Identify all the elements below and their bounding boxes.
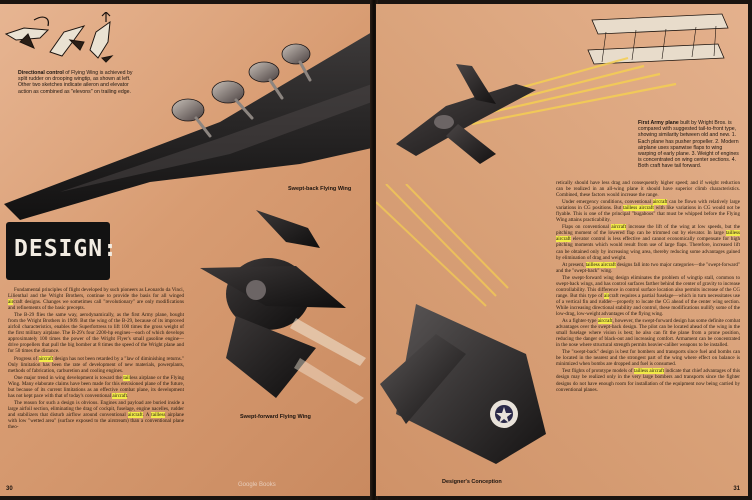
paragraph: Fundamental principles of flight developed by such pioneers as Leonardo da Vinci, Lilienthal and the Wright Brothers, continue to provide the basis for all winged aircraft designs. Changes we sometimes call "revolutionary" are only modifications and refinements of the basic precepts. <box>8 287 184 312</box>
caption-body: of Flying Wing is achieved by split rudder on drooping wingtip, as shown at left. Other two sketches indicate aileron and elevator action as combined as "elevons" on trailing edge. <box>18 70 133 95</box>
swept-back-flying-wing-illustration <box>0 14 372 224</box>
right-article-body <box>556 180 740 394</box>
right-page <box>376 4 748 496</box>
swept-back-wing-label: Swept-back Flying Wing <box>288 186 352 192</box>
paragraph: Under emergency conditions, conventional aircraft can be flown with relatively large variations in CG positions. But tailless aircraft with like variations in CG would not be flyable. This is one of the principal "bugaboos" that must be whipped before the Flying Wing attains practicability. <box>556 199 740 224</box>
left-page <box>0 4 372 496</box>
designers-conception-illustration <box>376 184 554 474</box>
design-heading: DESIGN: <box>14 236 118 262</box>
highlighted-term: tailless aircraft <box>623 205 654 212</box>
highlighted-term: tailless aircraft <box>633 368 665 375</box>
swept-forward-wing-label: Swept-forward Flying Wing <box>240 414 311 420</box>
caption-title: First Army plane <box>638 120 679 126</box>
caption-body: built by Wright Bros. is compared with suggested tail-to-front type, showing similarity between old and new. 1. Each plane has pusher propeller. 2. Modern airplane uses spanwise flaps to wing warping of early plane. 3. Weight of engines is concentrated on wing center sections. 4. Both craft have tail forward. <box>638 120 739 170</box>
paragraph: Flaps on conventional aircraft increase the lift of the wing at low speeds, but the pitching moment of the lowered flap can be trimmed out by elevator. In large tailless aircraft elevator control is less effective and cannot economically compensate for high pitching moments which would result from use of large flaps. Therefore, increased lift can be obtained only by increasing wing area, thereby reducing some advantages gained by elimination of drag and weight. <box>556 224 741 261</box>
paragraph: As a fighter-type aircraft, however, the swept-forward design has some definite combat advantages over the swept-back design. The pilot can be located ahead of the wing in the small fuselage where vision is best; he also can fit the plane from a prone position, reducing the danger of black-out and increasing comfort. Armament can be concentrated in the nose where structural strength permits heavier-caliber weapons to be installed. <box>556 318 740 349</box>
highlighted-term: tailless aircraft <box>556 230 740 243</box>
highlighted-term: tailless aircraft <box>585 261 616 268</box>
highlighted-term: aircraft <box>127 411 143 418</box>
left-article-body <box>8 287 184 431</box>
wright-comparison-caption <box>638 120 740 170</box>
watermark: Google Books <box>238 482 276 488</box>
highlighted-term: aircraft <box>38 355 54 362</box>
paragraph: Progress of aircraft design has not been retarded by a "law of diminishing returns." Only limitation has been the rate of development of new materials, powerplants, methods of fabrication, carburetion and cooling engines. <box>8 355 184 374</box>
paragraph: The reason for such a design is obvious. Engines and payload are buried inside a large airfoil section, eliminating the drag of cockpit, fuselage, engine nacelles, rudder and stabilizers that disturb airflow around conventional aircraft. A tailless airplane with low "wetted area" (surface exposed to the airstream) than a conventional plane theo- <box>8 399 184 431</box>
paragraph: The B-29 flies the same way, aerodynamically, as the first Army plane, bought from the Wright Brothers in 1909. But the wing of the B-29, because of its improved airfoil characteristics, enables the Superfortress to lift 100 times the gross weight of the first military airplane. The B-29's four 2200-hp engines—each of which develops approximately 100 times the power of the Wright Flyer's small gasoline engine—drive propellers that pull the big bomber at 8 times the speed of the Wright plane and for 50 times the distance. <box>8 312 184 355</box>
highlighted-term: aircraft <box>112 392 128 399</box>
highlighted-term: aircraft <box>611 224 627 231</box>
highlighted-term: air <box>8 299 14 306</box>
paragraph: The "swept-back" design is best for bombers and transports since fuel and bombs can be located in the nearest and the strongest part of the wing where effect on balance is minimized when bombs are dropped and fuel is consumed. <box>556 349 740 368</box>
paragraph: At present, tailless aircraft designs fall into two major categories—the "swept-forward" and the "swept-back" wing. <box>556 261 741 274</box>
designers-conception-label: Designer's Conception <box>442 479 502 485</box>
paragraph: retically should have less drag and consequently higher speed; and if weight reduction can be realized in an all-wing plane it should have superior climb characteristics. Combined, these factors would increase the range. <box>556 180 740 199</box>
swept-forward-fighter-illustration <box>196 208 372 414</box>
paragraph: One major trend in wing development is toward the tailless airplane or the Flying Wing. Many elaborate claims have been made for this envisioned plane of the future, but because of its current limitations as an effective combat plane, its development has not kept pace with that of today's conventional aircraft. <box>8 374 184 399</box>
highlighted-term: air <box>603 292 610 299</box>
paragraph: The swept-forward wing design eliminates the problem of wingtip stall, common to swept-back wings, and has control surfaces farther behind the center of gravity to increase controllability. This difference in control surface location also permits increase of the CG range. But this type of aircraft requires a partial fuselage—which in turn necessitates use of a vertical fin and rudder—properly to locate the CG ahead of the center wing section. While increasing directional stability and control, these modifications nullify some of the low-drag, low-weight advantages of the flying wing. <box>556 274 741 317</box>
highlighted-term: aircraft <box>652 199 668 206</box>
highlighted-term: tailless <box>151 411 166 418</box>
paragraph: Test flights of prototype models of tailless aircraft indicate that chief advantages of this design may be realized only in the very large bombers and transports since the fighter designs do not have enough room for installation of the equipment now being carried by conventional planes. <box>556 368 741 393</box>
page-number-left: 30 <box>6 486 13 492</box>
highlighted-term: tail <box>123 374 130 381</box>
highlighted-term: aircraft <box>597 318 613 325</box>
caption-title: Directional control <box>18 70 64 76</box>
page-number-right: 31 <box>733 486 740 492</box>
